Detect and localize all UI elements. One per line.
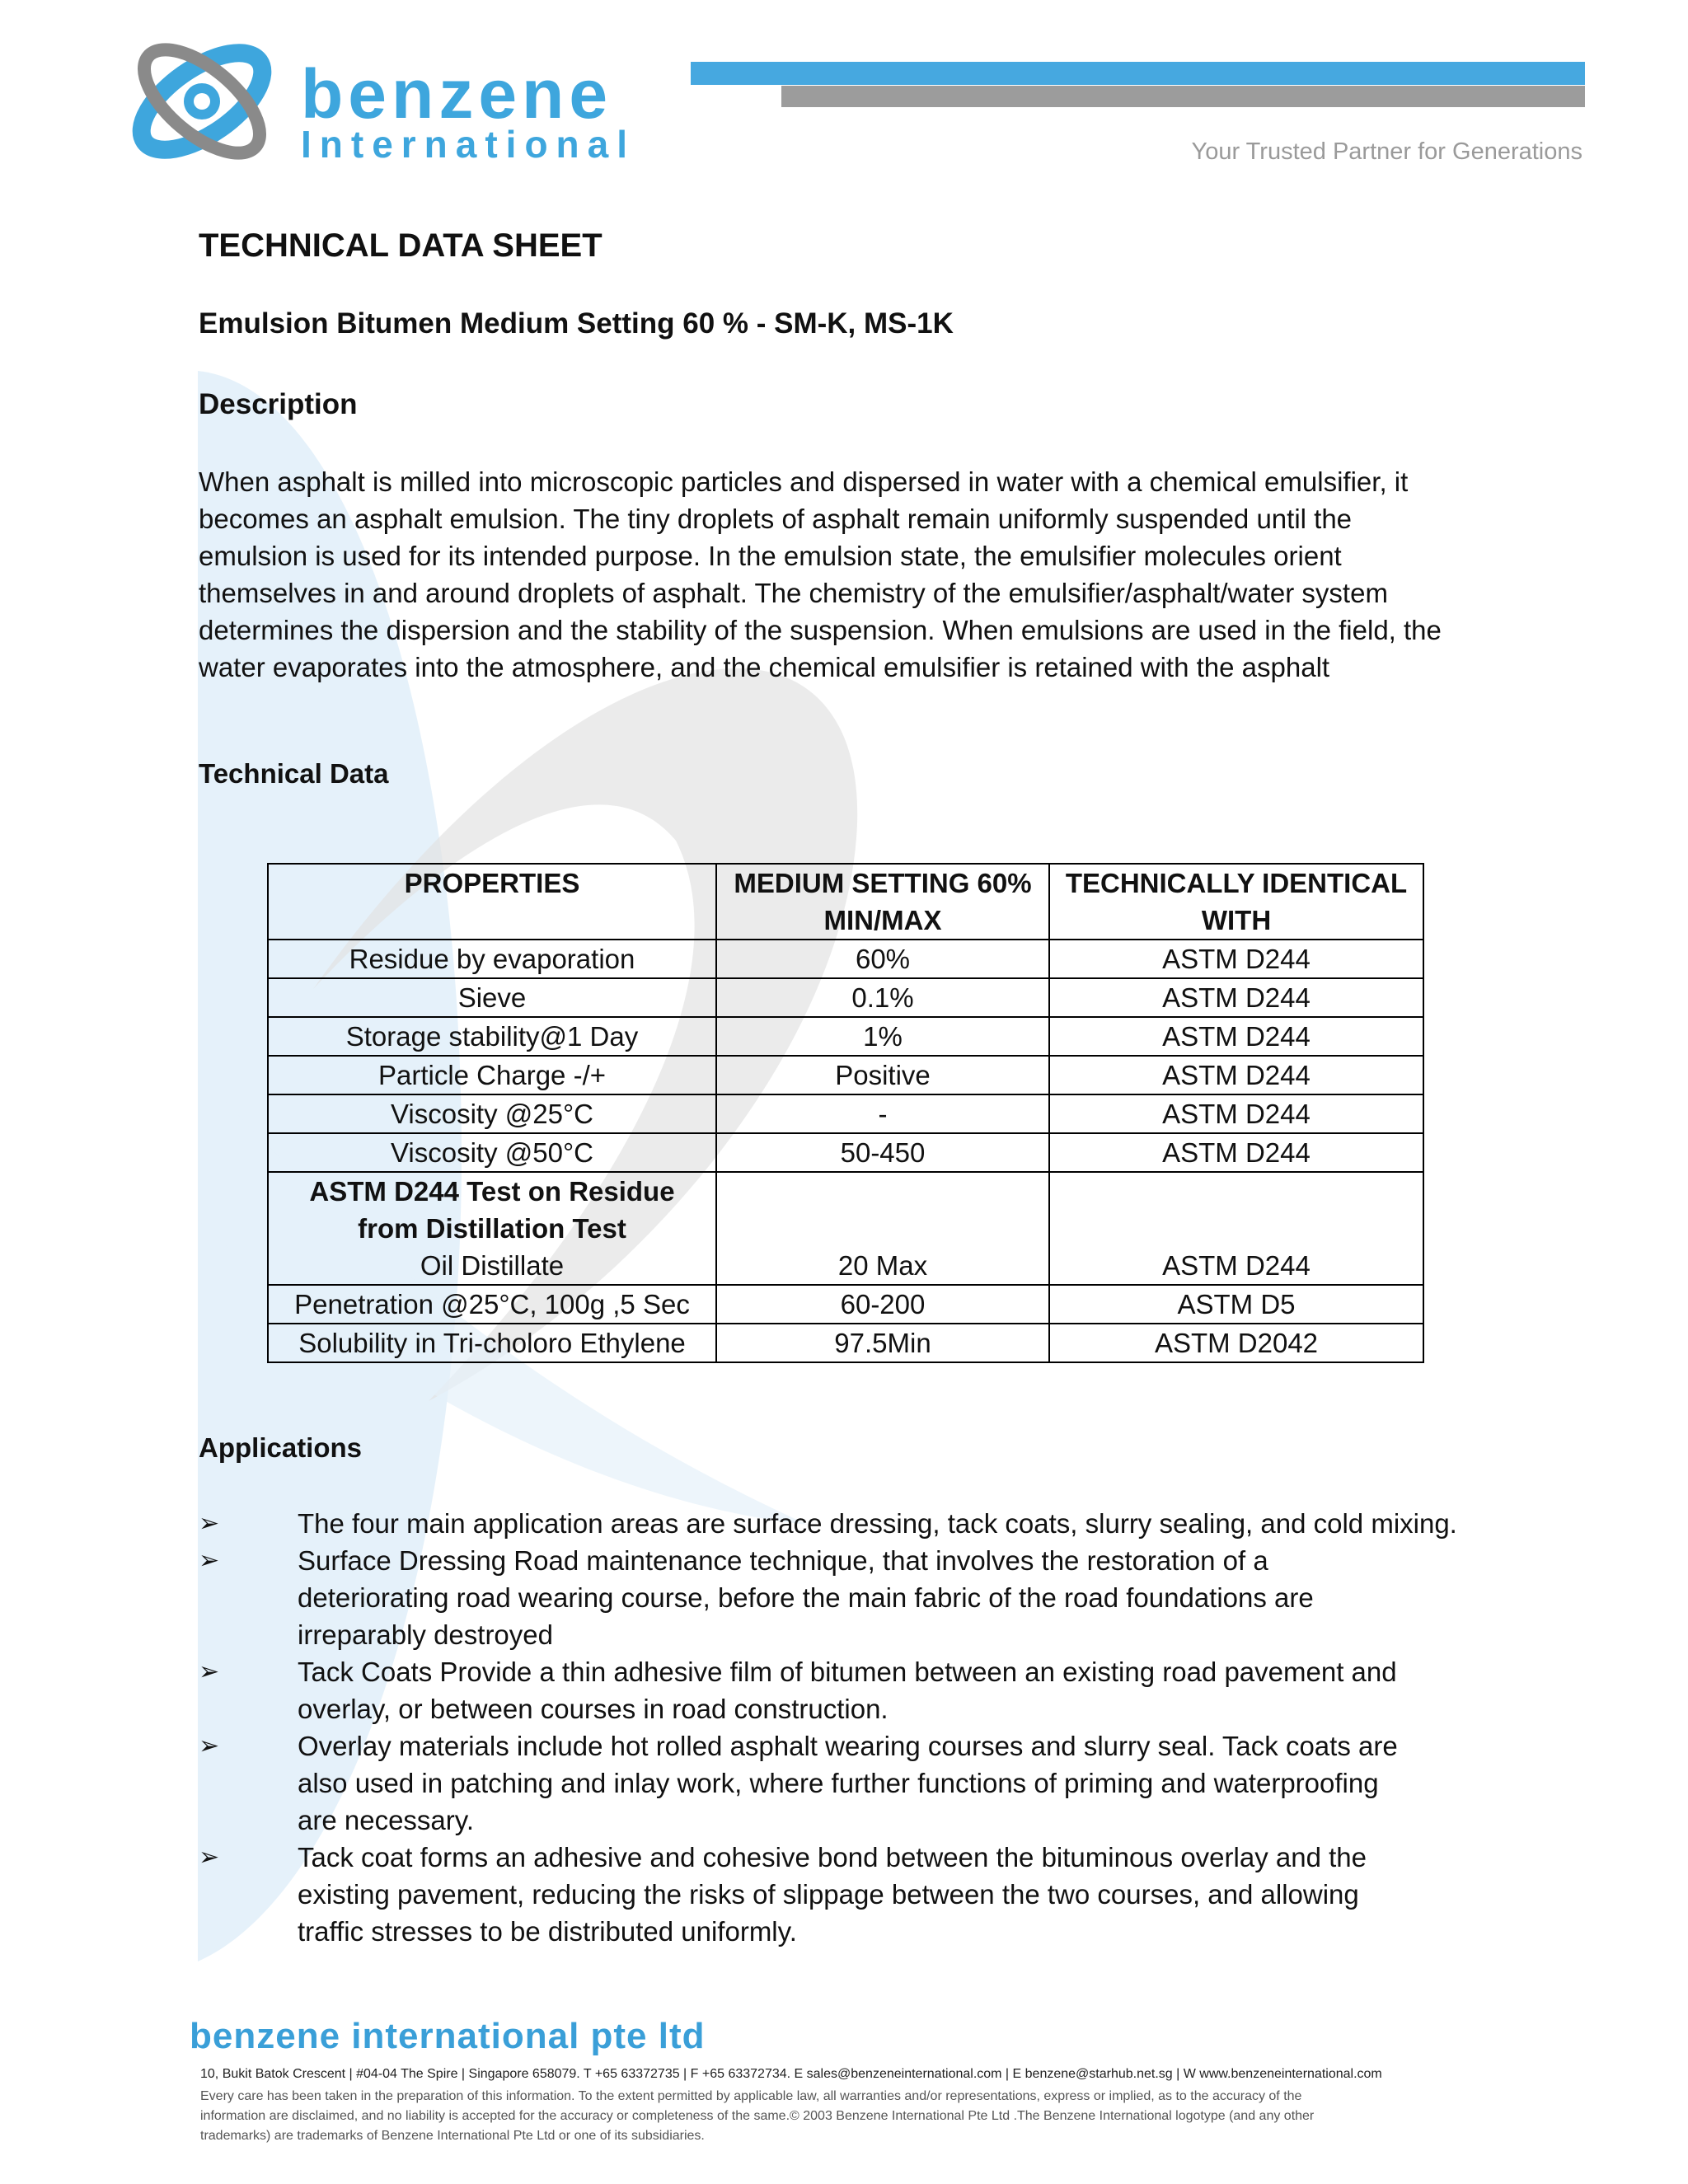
property-cell: Viscosity @25°C: [268, 1094, 716, 1133]
list-item-line: Tack coat forms an adhesive and cohesive bond between the bituminous overlay and the: [298, 1842, 1367, 1872]
list-item: [199, 1542, 1550, 1653]
value-cell: 50-450: [716, 1133, 1049, 1172]
description-text: [199, 463, 1501, 686]
property-cell: Residue by evaporation: [268, 940, 716, 978]
arrow-bullet-icon: ➢: [199, 1844, 220, 1871]
list-item-line: existing pavement, reducing the risks of slippage between the two courses, and allowing: [298, 1879, 1359, 1910]
list-item-line: also used in patching and inlay work, where further functions of priming and waterproofing: [298, 1768, 1379, 1798]
property-cell: [268, 1172, 716, 1285]
list-item-line: Overlay materials include hot rolled asphalt wearing courses and slurry seal. Tack coats are: [298, 1731, 1398, 1761]
applications-list: [199, 1505, 1550, 1950]
property-cell: Sieve: [268, 978, 716, 1017]
property-cell: Viscosity @50°C: [268, 1133, 716, 1172]
list-item-line: overlay, or between courses in road construction.: [298, 1694, 889, 1724]
table-row: [268, 1017, 1423, 1056]
description-line: becomes an asphalt emulsion. The tiny droplets of asphalt remain uniformly suspended until the: [199, 504, 1353, 534]
residue-property: Oil Distillate: [420, 1250, 565, 1281]
list-item-line: deteriorating road wearing course, before the main fabric of the road foundations are: [298, 1582, 1314, 1613]
description-line: determines the dispersion and the stability of the suspension. When emulsions are used in the field, the: [199, 615, 1442, 645]
standard-cell: ASTM D244: [1049, 1056, 1423, 1094]
list-item: [199, 1727, 1550, 1839]
table-row: [268, 1324, 1423, 1362]
arrow-bullet-icon: ➢: [199, 1547, 220, 1574]
header-text: MEDIUM SETTING 60%: [734, 868, 1032, 898]
document-title: TECHNICAL DATA SHEET: [199, 227, 603, 264]
property-cell: Solubility in Tri-choloro Ethylene: [268, 1324, 716, 1362]
footer-disclaimer: [200, 2087, 1494, 2146]
table-row: [268, 978, 1423, 1017]
header-identical-with: [1049, 864, 1423, 940]
residue-subheading: from Distillation Test: [358, 1213, 626, 1244]
table-row: [268, 1133, 1423, 1172]
table-header-row: [268, 864, 1423, 940]
header-medium-setting: [716, 864, 1049, 940]
table-row: [268, 1094, 1423, 1133]
company-logo: [124, 23, 651, 188]
header-text: WITH: [1201, 905, 1272, 935]
tagline: Your Trusted Partner for Generations: [1191, 138, 1582, 165]
disclaimer-line: Every care has been taken in the preparation of this information. To the extent permitted by applicable law, all warranties and/or representations, express or implied, as to the accuracy of the: [200, 2089, 1302, 2103]
description-line: emulsion is used for its intended purpose. In the emulsion state, the emulsifier molecules orient: [199, 541, 1342, 571]
footer-contact-line: 10, Bukit Batok Crescent | #04-04 The Spire | Singapore 658079. T +65 63372735 | F +65 63372734. E sales@benzeneinternational.com | E benzene@starhub.net.sg | W www.benzeneinternational.com: [200, 2067, 1382, 2081]
header-text: MIN/MAX: [823, 905, 942, 935]
list-item-line: irreparably destroyed: [298, 1619, 553, 1650]
arrow-bullet-icon: ➢: [199, 1732, 220, 1760]
description-line: themselves in and around droplets of asphalt. The chemistry of the emulsifier/asphalt/water system: [199, 578, 1388, 608]
logo-wordmark: benzene: [301, 55, 613, 133]
value-cell: 60%: [716, 940, 1049, 978]
table-row: [268, 940, 1423, 978]
logo-subword: International: [301, 123, 636, 166]
applications-heading: Applications: [199, 1432, 363, 1463]
value-cell: 60-200: [716, 1285, 1049, 1324]
technical-data-heading: Technical Data: [199, 758, 389, 789]
arrow-bullet-icon: ➢: [199, 1658, 220, 1685]
list-item: [199, 1653, 1550, 1727]
header-bar-gray: [781, 86, 1585, 107]
standard-cell: ASTM D244: [1049, 1172, 1423, 1285]
list-item: [199, 1839, 1550, 1950]
value-cell: 0.1%: [716, 978, 1049, 1017]
description-line: water evaporates into the atmosphere, and the chemical emulsifier is retained with the asphalt: [199, 652, 1330, 682]
list-item: [199, 1505, 1550, 1542]
value-cell: -: [716, 1094, 1049, 1133]
header-bar-blue: [691, 62, 1585, 85]
description-line: When asphalt is milled into microscopic particles and dispersed in water with a chemical emulsifier, it: [199, 466, 1409, 497]
value-cell: Positive: [716, 1056, 1049, 1094]
list-item-line: Tack Coats Provide a thin adhesive film of bitumen between an existing road pavement and: [298, 1657, 1397, 1687]
arrow-bullet-icon: ➢: [199, 1510, 220, 1537]
standard-cell: ASTM D244: [1049, 940, 1423, 978]
standard-cell: ASTM D244: [1049, 978, 1423, 1017]
table-row: [268, 1056, 1423, 1094]
standard-cell: ASTM D244: [1049, 1017, 1423, 1056]
list-item-line: traffic stresses to be distributed uniformly.: [298, 1916, 797, 1947]
description-heading: Description: [199, 388, 358, 420]
disclaimer-line: information are disclaimed, and no liability is accepted for the accuracy or completeness of the same.© 2003 Benzene International Pte Ltd .The Benzene International logotype (and any other: [200, 2109, 1315, 2123]
property-cell: Penetration @25°C, 100g ,5 Sec: [268, 1285, 716, 1324]
value-cell: 97.5Min: [716, 1324, 1049, 1362]
standard-cell: ASTM D2042: [1049, 1324, 1423, 1362]
disclaimer-line: trademarks) are trademarks of Benzene International Pte Ltd or one of its subsidiaries.: [200, 2129, 705, 2143]
residue-subheading: ASTM D244 Test on Residue: [309, 1176, 675, 1207]
list-item-line: are necessary.: [298, 1805, 474, 1835]
standard-cell: ASTM D244: [1049, 1133, 1423, 1172]
table-row: [268, 1285, 1423, 1324]
list-item-line: The four main application areas are surface dressing, tack coats, slurry sealing, and cold mixing.: [298, 1508, 1457, 1539]
header-text: TECHNICALLY IDENTICAL: [1065, 868, 1408, 898]
product-name: Emulsion Bitumen Medium Setting 60 % - SM-K, MS-1K: [199, 307, 954, 340]
value-cell: 20 Max: [716, 1172, 1049, 1285]
value-cell: 1%: [716, 1017, 1049, 1056]
table-row-residue: [268, 1172, 1423, 1285]
technical-data-table: [267, 863, 1424, 1363]
list-item-line: Surface Dressing Road maintenance technique, that involves the restoration of a: [298, 1545, 1268, 1576]
header-text: PROPERTIES: [404, 868, 580, 898]
property-cell: Storage stability@1 Day: [268, 1017, 716, 1056]
header-properties: [268, 864, 716, 940]
standard-cell: ASTM D5: [1049, 1285, 1423, 1324]
atom-icon: [124, 23, 288, 188]
standard-cell: ASTM D244: [1049, 1094, 1423, 1133]
property-cell: Particle Charge -/+: [268, 1056, 716, 1094]
footer-company-name: benzene international pte ltd: [190, 2016, 706, 2056]
